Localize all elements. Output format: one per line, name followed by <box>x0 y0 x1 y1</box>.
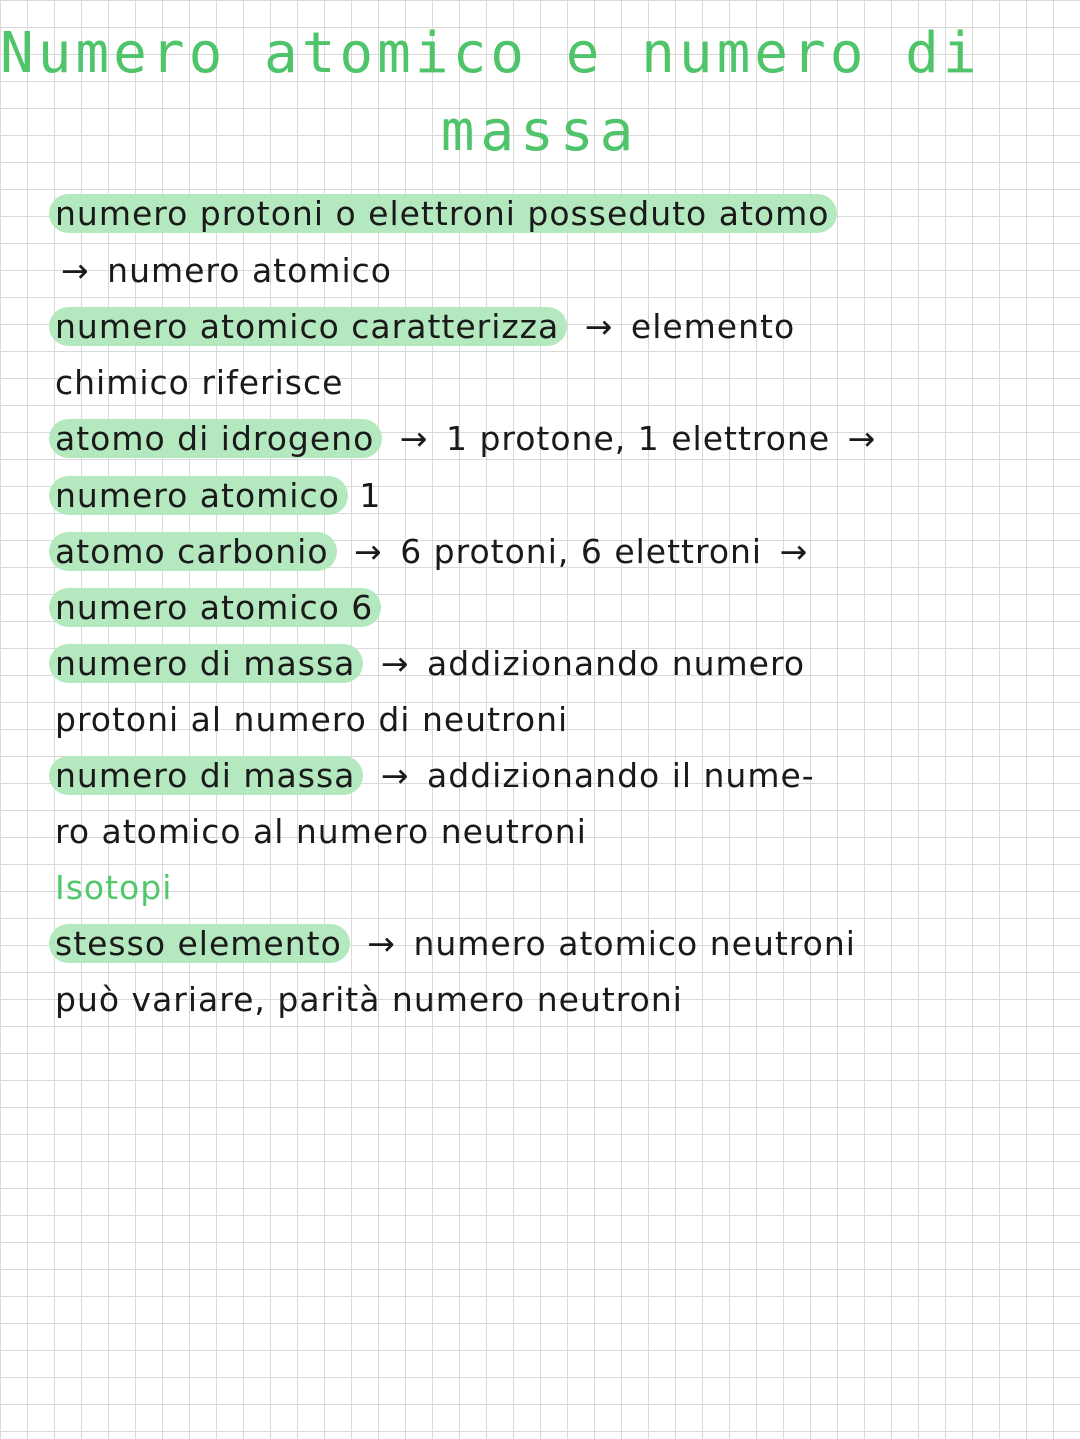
note-text: addizionando numero <box>427 644 806 683</box>
highlight: numero atomico caratterizza <box>49 307 567 346</box>
note-text: elemento <box>630 307 796 346</box>
highlight: numero di massa <box>49 644 363 683</box>
highlight: atomo di idrogeno <box>49 419 382 458</box>
note-line-12 <box>55 810 587 854</box>
note-text: chimico riferisce <box>55 363 344 402</box>
arrow-icon: → <box>367 924 396 963</box>
note-text: 1 <box>359 476 382 515</box>
note-text: numero atomico <box>107 251 392 290</box>
note-line-11 <box>55 754 815 798</box>
heading-text: Isotopi <box>55 868 173 907</box>
note-text: 1 protone, 1 elettrone <box>445 419 831 458</box>
note-line-1 <box>55 192 837 236</box>
note-line-3 <box>55 305 795 349</box>
highlight: numero di massa <box>49 756 363 795</box>
note-line-10 <box>55 698 568 742</box>
note-text: addizionando il nume- <box>427 756 815 795</box>
page-title-line-1: Numero atomico e numero di <box>0 21 981 86</box>
note-line-2 <box>55 249 392 293</box>
page-title-line-2: massa <box>440 99 640 164</box>
note-line-5 <box>55 417 882 461</box>
note-line-14 <box>55 922 856 966</box>
highlight: atomo carbonio <box>49 532 337 571</box>
note-text: 6 protoni, 6 elettroni <box>400 532 763 571</box>
arrow-icon: → <box>61 251 90 290</box>
note-line-7 <box>55 530 814 574</box>
highlight: stesso elemento <box>49 924 350 963</box>
highlight: numero protoni o elettroni posseduto atomo <box>49 194 837 233</box>
arrow-icon: → <box>380 644 410 683</box>
note-text: ro atomico al numero neutroni <box>55 812 587 851</box>
note-line-8 <box>55 586 381 630</box>
highlight: numero atomico 6 <box>49 588 381 627</box>
arrow-icon: → <box>584 307 614 346</box>
highlight: numero atomico <box>49 476 348 515</box>
arrow-icon: → <box>779 532 809 571</box>
section-heading-isotopi <box>55 866 172 910</box>
note-text: numero atomico neutroni <box>413 924 856 963</box>
arrow-icon: → <box>380 756 410 795</box>
note-text: può variare, parità numero neutroni <box>55 980 683 1019</box>
arrow-icon: → <box>399 419 429 458</box>
note-line-15 <box>55 978 683 1022</box>
note-line-6 <box>55 474 381 518</box>
note-text: protoni al numero di neutroni <box>55 700 569 739</box>
note-line-4 <box>55 361 343 405</box>
arrow-icon: → <box>354 532 383 571</box>
arrow-icon: → <box>847 419 877 458</box>
note-line-9 <box>55 642 805 686</box>
